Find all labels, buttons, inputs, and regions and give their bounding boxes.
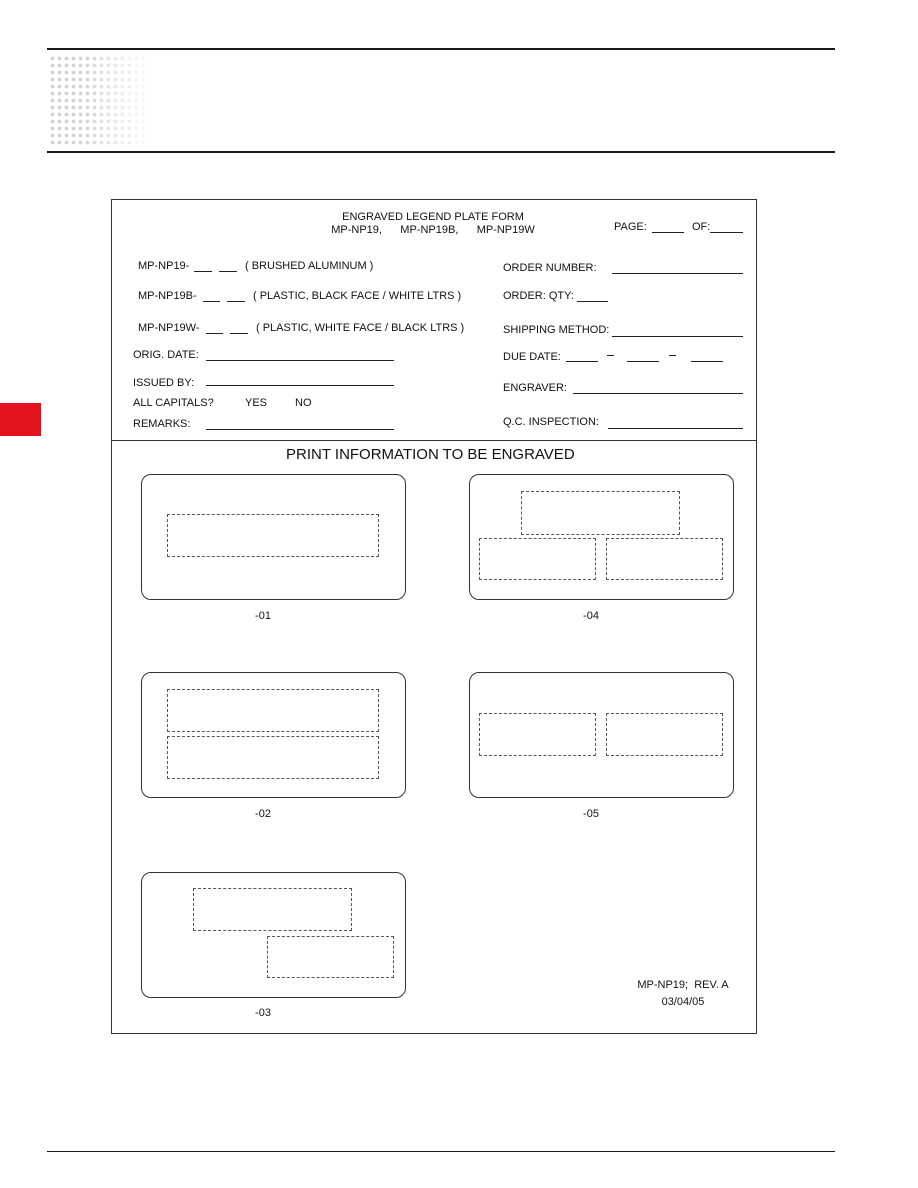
- top-rule: [47, 48, 835, 50]
- np19b-suffix-field-2[interactable]: [227, 301, 245, 302]
- form-models-line: MP-NP19, MP-NP19B, MP-NP19W: [331, 224, 535, 236]
- form-revision-date: 03/04/05: [661, 996, 705, 1008]
- plate-03-engrave-area-top[interactable]: [193, 888, 352, 931]
- model-desc-np19b: ( PLASTIC, BLACK FACE / WHITE LTRS ): [253, 290, 462, 302]
- plate-05-engrave-area-right[interactable]: [606, 713, 723, 756]
- plate-02-engrave-area-top[interactable]: [167, 689, 379, 732]
- plate-02-label: -02: [255, 808, 271, 820]
- engraver-label: ENGRAVER:: [503, 382, 567, 394]
- model-desc-np19: ( BRUSHED ALUMINUM ): [245, 260, 374, 272]
- issued-by-label: ISSUED BY:: [133, 377, 195, 389]
- engraver-field[interactable]: [573, 393, 743, 394]
- form-title: ENGRAVED LEGEND PLATE FORM: [342, 211, 524, 223]
- header-bottom-rule: [47, 151, 835, 153]
- plate-04-engrave-area-right[interactable]: [606, 538, 723, 580]
- due-date-separator-1: [607, 355, 614, 356]
- of-label: OF:: [692, 221, 711, 233]
- plate-04-label: -04: [583, 610, 599, 622]
- of-field[interactable]: [710, 232, 743, 233]
- plate-03-engrave-area-bottom[interactable]: [267, 936, 394, 978]
- plate-01-engrave-area[interactable]: [167, 514, 379, 557]
- np19-suffix-field-1[interactable]: [194, 271, 212, 272]
- orig-date-field[interactable]: [206, 360, 394, 361]
- plate-05-engrave-area-left[interactable]: [479, 713, 596, 756]
- remarks-field[interactable]: [206, 429, 394, 430]
- plate-04-engrave-area-top[interactable]: [521, 491, 680, 535]
- due-date-month-field[interactable]: [566, 361, 598, 362]
- np19w-suffix-field-1[interactable]: [206, 333, 223, 334]
- due-date-day-field[interactable]: [627, 361, 659, 362]
- header-dot-pattern: [49, 55, 154, 147]
- shipping-method-label: SHIPPING METHOD:: [503, 324, 610, 336]
- order-qty-label: ORDER: QTY:: [503, 290, 574, 302]
- order-number-label: ORDER NUMBER:: [503, 262, 597, 274]
- bottom-rule: [47, 1151, 835, 1152]
- orig-date-label: ORIG. DATE:: [133, 349, 199, 361]
- np19w-suffix-field-2[interactable]: [230, 333, 248, 334]
- form-revision: MP-NP19; REV. A: [637, 979, 729, 991]
- page-field[interactable]: [652, 232, 684, 233]
- due-date-label: DUE DATE:: [503, 351, 561, 363]
- np19-suffix-field-2[interactable]: [219, 271, 237, 272]
- qc-inspection-label: Q.C. INSPECTION:: [503, 416, 599, 428]
- remarks-label: REMARKS:: [133, 418, 191, 430]
- due-date-year-field[interactable]: [691, 361, 723, 362]
- all-capitals-no[interactable]: NO: [295, 397, 312, 409]
- qc-inspection-field[interactable]: [608, 428, 743, 429]
- model-desc-np19w: ( PLASTIC, WHITE FACE / BLACK LTRS ): [256, 322, 465, 334]
- all-capitals-yes[interactable]: YES: [245, 397, 268, 409]
- plate-02-engrave-area-bottom[interactable]: [167, 736, 379, 779]
- model-prefix-np19w: MP-NP19W-: [138, 322, 200, 334]
- all-capitals-label: ALL CAPITALS?: [133, 397, 214, 409]
- due-date-separator-2: [669, 355, 676, 356]
- plate-01-label: -01: [255, 610, 271, 622]
- page-label: PAGE:: [614, 221, 647, 233]
- print-info-heading: PRINT INFORMATION TO BE ENGRAVED: [286, 446, 575, 463]
- model-prefix-np19: MP-NP19-: [138, 260, 190, 272]
- plate-05-label: -05: [583, 808, 599, 820]
- plate-04-engrave-area-left[interactable]: [479, 538, 596, 580]
- np19b-suffix-field-1[interactable]: [203, 301, 220, 302]
- order-qty-field[interactable]: [577, 301, 608, 302]
- plate-03-label: -03: [255, 1007, 271, 1019]
- model-prefix-np19b: MP-NP19B-: [138, 290, 197, 302]
- order-number-field[interactable]: [612, 273, 743, 274]
- shipping-method-field[interactable]: [612, 336, 743, 337]
- section-tab-marker: [0, 403, 41, 436]
- issued-by-field[interactable]: [206, 385, 394, 386]
- form-divider: [112, 440, 756, 441]
